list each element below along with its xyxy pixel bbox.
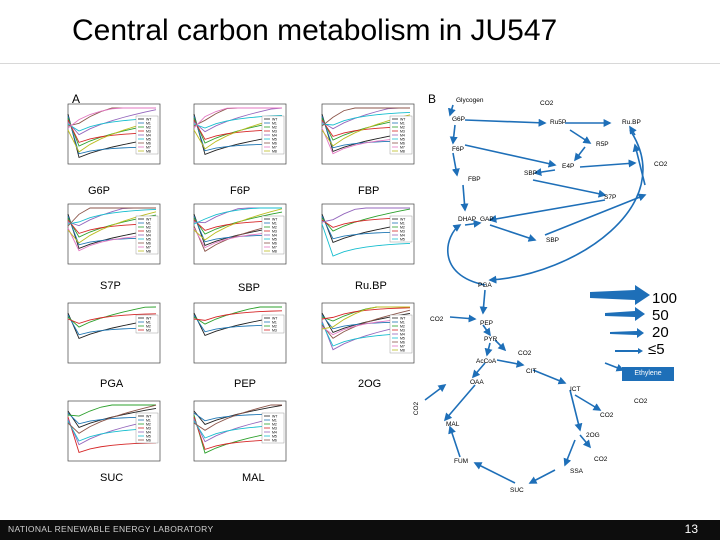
plot-legend-entry: M5 (146, 137, 151, 142)
arrow-glycogen-g6p (450, 105, 453, 115)
plot-legend-entry: M2 (400, 225, 405, 230)
arrow-sbp-s7p (533, 180, 605, 195)
plot-legend-entry: M7 (146, 145, 151, 150)
arrow-cit-ict (533, 370, 565, 383)
node-dhap: DHAP (458, 216, 477, 223)
node-co2-left: CO2 (413, 401, 421, 416)
node-gap: GAP (480, 216, 494, 223)
plot-legend-entry: M8 (146, 149, 151, 154)
node-co2-ict: CO2 (634, 398, 648, 405)
node-sbp-mid: SBP (524, 170, 538, 177)
node-sbp-low: SBP (546, 237, 560, 244)
legend-value-50: 50 (652, 307, 669, 324)
plot-legend-entry: M4 (146, 233, 151, 238)
arrow-f6p-e4p (465, 145, 555, 165)
arrow-fbp-dhap (463, 185, 465, 210)
plot-legend-entry: M3 (146, 229, 151, 234)
plot-legend-entry: WT (146, 217, 152, 222)
node-pep: PEP (480, 320, 494, 327)
node-ru5p: Ru5P (550, 119, 567, 126)
plot-legend-entry: M7 (146, 245, 151, 250)
plot-legend-entry: WT (272, 414, 278, 419)
arrow-pyr-accoa (487, 343, 490, 355)
legend-value-100: 100 (652, 290, 678, 307)
plot-legend-entry: WT (272, 316, 278, 321)
plot-legend-entry: WT (400, 117, 406, 122)
arrow-accoa-oaa (473, 363, 485, 377)
plot-legend-entry: M3 (146, 129, 151, 134)
arrow-g6p-ru5p (465, 120, 545, 123)
plot-legend-entry: M3 (272, 229, 277, 234)
panel-b-label: B (428, 92, 437, 106)
plot-legend-entry: M4 (400, 332, 405, 337)
plot-legend-entry: M1 (400, 221, 405, 226)
plot-legend-entry: M2 (272, 125, 277, 130)
node-co2-ict2: CO2 (600, 412, 614, 419)
legend-arrow-50 (605, 307, 645, 321)
ethylene-badge: Ethylene (622, 367, 674, 381)
plot-legend-entry: M6 (400, 141, 405, 146)
node-r5p: R5P (596, 141, 609, 148)
plot-legend-entry: M4 (272, 133, 277, 138)
plot-thumbnail (58, 395, 180, 475)
slide-title: Central carbon metabolism in JU547 (72, 14, 558, 47)
arrow-co2-pep (450, 317, 475, 319)
legend-arrow-20 (610, 328, 644, 338)
legend-arrow-5 (615, 348, 643, 354)
plot-legend-entry: M7 (272, 145, 277, 150)
plot-legend-entry: M6 (400, 340, 405, 345)
node-fum: FUM (454, 458, 469, 465)
plot-legend-entry: M1 (146, 221, 151, 226)
plot-legend-entry: M2 (146, 125, 151, 130)
plot-legend-entry: M6 (146, 141, 151, 146)
plot-legend-entry: M7 (400, 344, 405, 349)
plot-legend-entry: M3 (272, 129, 277, 134)
node-2og: 2OG (586, 432, 600, 439)
plot-label-pga: PGA (100, 378, 124, 390)
node-oaa: OAA (470, 379, 484, 386)
arrow-pga-pep (483, 290, 485, 313)
plot-legend-entry: WT (400, 316, 406, 321)
node-ssa: SSA (570, 468, 584, 475)
plot-legend-entry: WT (146, 316, 152, 321)
plot-legend-entry: M4 (400, 233, 405, 238)
plot-legend-entry: M6 (272, 141, 277, 146)
arrow-co2-oaa (425, 385, 445, 400)
plot-legend-entry: M6 (272, 241, 277, 246)
arrow-ict-co2 (575, 395, 600, 410)
plot-legend-entry: M1 (400, 121, 405, 126)
node-e4p: E4P (562, 163, 575, 170)
plot-label-pep: PEP (234, 378, 257, 390)
plot-legend-entry: M5 (400, 237, 405, 242)
plot-legend-entry: M2 (272, 225, 277, 230)
plot-legend-entry: M8 (400, 348, 405, 353)
plot-label-fbp: FBP (358, 185, 380, 197)
legend-arrow-100 (590, 285, 650, 305)
arrow-pga-gap (448, 225, 485, 285)
plot-legend-entry: M5 (272, 434, 277, 439)
plot-legend-entry: M4 (400, 133, 405, 138)
arrow-to-ethylene (605, 363, 623, 370)
plot-thumbnail (184, 395, 306, 475)
node-suc: SUC (510, 487, 524, 494)
plot-legend-entry: M1 (400, 320, 405, 325)
plot-legend-entry: M1 (272, 320, 277, 325)
plot-thumbnail (184, 98, 306, 178)
arrow-dhap-gap (465, 223, 480, 225)
plot-thumbnail (58, 297, 180, 377)
plot-legend-entry: M1 (272, 418, 277, 423)
plot-legend-entry: WT (146, 414, 152, 419)
legend-value-20: 20 (652, 324, 669, 341)
plot-label-s7p: S7P (100, 280, 121, 292)
arrow-s7p-gap (490, 200, 605, 220)
plot-legend-entry: M4 (272, 233, 277, 238)
plot-legend-entry: WT (400, 217, 406, 222)
legend-value-5: ≤5 (648, 341, 665, 358)
plot-legend-entry: M2 (146, 324, 151, 329)
plot-thumbnail (58, 98, 180, 178)
plot-legend-entry: M8 (272, 249, 277, 254)
plot-legend-entry: M5 (272, 237, 277, 242)
arrow-fum-mal (450, 427, 460, 457)
node-g6p: G6P (452, 116, 466, 123)
node-co2-right: CO2 (654, 161, 668, 168)
plot-legend-entry: M4 (146, 133, 151, 138)
arrow-ict-2og (570, 390, 580, 430)
plot-legend-entry: M2 (400, 125, 405, 130)
node-pga: PGA (478, 282, 492, 289)
plot-label-rubp: Ru.BP (355, 280, 387, 292)
plot-legend-entry: M5 (400, 137, 405, 142)
node-co2-2og: CO2 (594, 456, 608, 463)
arrow-2og-ssa (565, 440, 575, 465)
node-ict: ICT (570, 386, 581, 393)
node-s7p: S7P (604, 194, 617, 201)
arrow-suc-fum (475, 463, 515, 483)
plot-legend-entry: M1 (146, 121, 151, 126)
arrow-f6p-fbp (453, 153, 457, 175)
plot-legend-entry: M2 (400, 324, 405, 329)
arrow-r5p-e4p (575, 147, 585, 160)
plot-label-g6p: G6P (88, 185, 111, 197)
plot-legend-entry: M5 (400, 336, 405, 341)
node-co2-top: CO2 (540, 100, 554, 107)
node-pyr: PYR (484, 336, 498, 343)
plot-legend-entry: M5 (146, 434, 151, 439)
plot-legend-entry: M8 (400, 149, 405, 154)
arrow-ssa-suc (530, 470, 555, 483)
plot-legend-entry: M7 (272, 245, 277, 250)
panel-a-label: A (72, 92, 81, 106)
footer-bar (0, 520, 720, 540)
plot-legend-entry: M3 (272, 426, 277, 431)
plot-legend-entry: M6 (146, 241, 151, 246)
node-cit: CIT (526, 368, 537, 375)
plot-legend-entry: M3 (400, 328, 405, 333)
title-divider (0, 63, 720, 64)
footer-org: NATIONAL RENEWABLE ENERGY LABORATORY (8, 524, 214, 534)
plot-legend-entry: M4 (272, 430, 277, 435)
node-accoa: AcCoA (476, 358, 497, 365)
arrow-accoa-cit (497, 360, 523, 365)
plot-legend-entry: M3 (146, 426, 151, 431)
plot-legend-entry: M3 (146, 328, 151, 333)
plot-label-f6p: F6P (230, 185, 251, 197)
node-glycogen: Glycogen (456, 97, 484, 104)
plot-legend-entry: WT (272, 117, 278, 122)
plot-label-suc: SUC (100, 472, 124, 484)
page-number: 13 (684, 522, 698, 536)
plot-legend-entry: M2 (272, 422, 277, 427)
plot-label-mal: MAL (242, 472, 265, 484)
node-co2-pyr: CO2 (518, 350, 532, 357)
plot-legend-entry: M8 (272, 149, 277, 154)
node-rubp: Ru.BP (622, 119, 641, 126)
plot-legend-entry: M5 (146, 237, 151, 242)
node-mal: MAL (446, 421, 460, 428)
plot-legend-entry: M1 (272, 121, 277, 126)
node-co2-pep: CO2 (430, 316, 444, 323)
plot-legend-entry: M2 (272, 324, 277, 329)
plot-legend-entry: M3 (272, 328, 277, 333)
arrow-g6p-f6p (453, 125, 455, 143)
plot-label-sbp: SBP (238, 282, 261, 294)
plot-thumbnail (58, 198, 180, 278)
plot-legend-entry: M6 (272, 438, 277, 443)
plot-legend-entry: WT (146, 117, 152, 122)
plot-legend-entry: M1 (146, 418, 151, 423)
plot-label-2og: 2OG (358, 378, 382, 390)
plot-legend-entry: M1 (272, 221, 277, 226)
plot-legend-entry: M3 (400, 129, 405, 134)
plot-legend-entry: M4 (146, 430, 151, 435)
arrow-e4p-sbp (535, 170, 555, 173)
plot-legend-entry: M6 (146, 438, 151, 443)
plot-legend-entry: M2 (146, 422, 151, 427)
arrow-e4p-co2 (580, 163, 635, 167)
plot-legend-entry: M7 (400, 145, 405, 150)
arrow-gap-sbp (490, 225, 535, 240)
plot-legend-entry: M3 (400, 229, 405, 234)
plot-thumbnail (184, 198, 306, 278)
arrow-ru5p-r5p (570, 130, 590, 143)
plot-thumbnail (184, 297, 306, 377)
plot-legend-entry: M1 (146, 320, 151, 325)
plot-legend-entry: M5 (272, 137, 277, 142)
plot-legend-entry: M8 (146, 249, 151, 254)
node-f6p: F6P (452, 146, 464, 153)
arrow-oaa-mal (445, 385, 475, 420)
plot-legend-entry: WT (272, 217, 278, 222)
plot-legend-entry: M2 (146, 225, 151, 230)
node-fbp: FBP (468, 176, 481, 183)
